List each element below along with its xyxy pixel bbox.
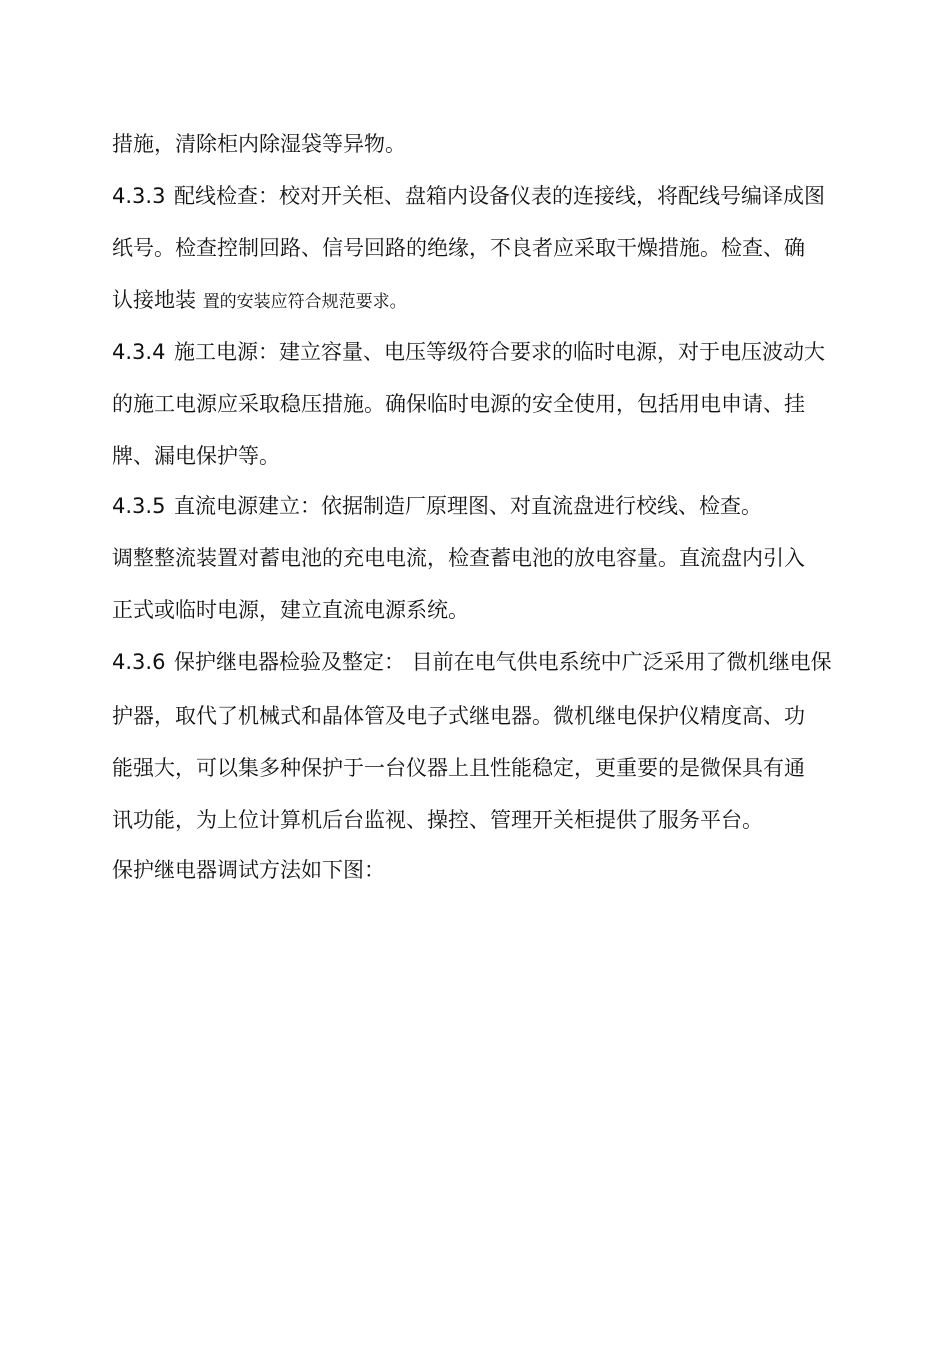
text: 直流电源建立：依据制造厂原理图、对直流盘进行校线、检查。 xyxy=(174,494,762,518)
text: 配线检查：校对开关柜、盘箱内设备仪表的连接线，将配线号编译成图 xyxy=(174,184,825,208)
text-line xyxy=(112,442,280,470)
section-number: 4.3.6 xyxy=(112,650,166,674)
text-line xyxy=(112,856,385,884)
text: 调整整流装置对蓄电池的充电电流，检查蓄电池的放电容量。直流盘内引入 xyxy=(112,546,805,570)
text-line xyxy=(112,702,805,730)
text: 讯功能，为上位计算机后台监视、操控、管理开关柜提供了服务平台。 xyxy=(112,808,763,832)
text: 正式或临时电源，建立直流电源系统。 xyxy=(112,598,469,622)
text: 护器，取代了机械式和晶体管及电子式继电器。微机继电保护仪精度高、功 xyxy=(112,704,805,728)
text: 施工电源：建立容量、电压等级符合要求的临时电源，对于电压波动大 xyxy=(174,340,825,364)
section-number: 4.3.3 xyxy=(112,184,166,208)
section-number: 4.3.4 xyxy=(112,340,166,364)
text: 措施，清除柜内除湿袋等异物。 xyxy=(112,132,406,156)
text-small: 置的安装应符合规范要求。 xyxy=(202,292,407,312)
text-line xyxy=(112,130,406,158)
text: 牌、漏电保护等。 xyxy=(112,444,280,468)
section-heading-4-3-4 xyxy=(112,338,825,366)
text-line xyxy=(112,544,805,572)
text: 纸号。检查控制回路、信号回路的绝缘，不良者应采取干燥措施。检查、确 xyxy=(112,236,805,260)
text-line xyxy=(112,234,805,262)
text-line xyxy=(112,390,805,418)
text-line xyxy=(112,286,407,316)
text: 认接地装 xyxy=(112,288,196,312)
text: 的施工电源应采取稳压措施。确保临时电源的安全使用，包括用电申请、挂 xyxy=(112,392,805,416)
text-line xyxy=(112,596,469,624)
text-line xyxy=(112,754,805,782)
section-heading-4-3-6 xyxy=(112,648,832,676)
section-heading-4-3-3 xyxy=(112,182,825,210)
text: 保护继电器检验及整定： 目前在电气供电系统中广泛采用了微机继电保 xyxy=(174,650,832,674)
section-heading-4-3-5 xyxy=(112,492,762,520)
text: 保护继电器调试方法如下图： xyxy=(112,858,385,882)
section-number: 4.3.5 xyxy=(112,494,166,518)
text-line xyxy=(112,806,763,834)
text: 能强大，可以集多种保护于一台仪器上且性能稳定，更重要的是微保具有通 xyxy=(112,756,805,780)
